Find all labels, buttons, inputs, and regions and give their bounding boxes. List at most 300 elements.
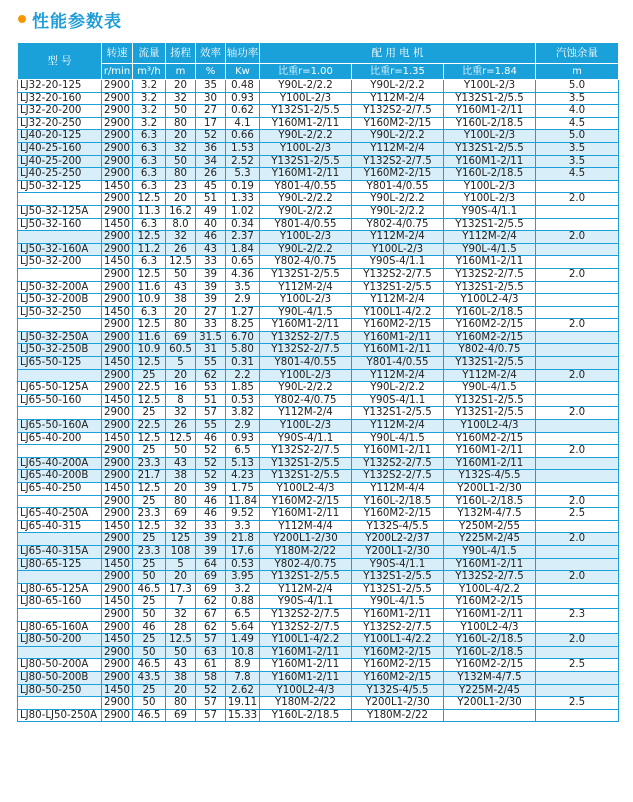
cell-speed: 2900 [102,495,133,508]
cell-m2: Y160M1-2/11 [352,608,444,621]
cell-m2: Y90L-2/2.2 [352,193,444,206]
table-row [18,80,619,93]
title-bar [18,6,122,32]
table-row [18,671,619,684]
cell-m1: Y132S1-2/5.5 [260,470,352,483]
cell-m2: Y132S1-2/5.5 [352,571,444,584]
cell-model: LJ32-20-200 [18,105,102,118]
cell-head: 26 [166,420,196,433]
cell-speed: 1450 [102,596,133,609]
header-flow: 流量 [133,43,166,64]
cell-flow: 25 [133,533,166,546]
table-row [18,130,619,143]
cell-speed: 2900 [102,445,133,458]
cell-m2: Y132S2-2/7.5 [352,470,444,483]
table-row [18,281,619,294]
cell-m3: Y100L-2/3 [444,193,536,206]
cell-eff: 55 [196,420,226,433]
cell-head: 80 [166,168,196,181]
cell-speed: 1450 [102,306,133,319]
cell-speed: 2900 [102,369,133,382]
cell-model: LJ50-32-200B [18,294,102,307]
cell-npsh: 2.0 [536,231,619,244]
table-row [18,520,619,533]
cell-m2: Y802-4/0.75 [352,218,444,231]
cell-m3 [444,709,536,722]
cell-m1: Y100L2-4/3 [260,684,352,697]
cell-m1: Y801-4/0.55 [260,180,352,193]
cell-head: 12.5 [166,634,196,647]
cell-m1: Y160L-2/18.5 [260,709,352,722]
table-row [18,294,619,307]
cell-eff: 61 [196,659,226,672]
cell-npsh: 2.0 [536,407,619,420]
cell-m2: Y112M-2/4 [352,231,444,244]
table-row [18,180,619,193]
cell-power: 7.8 [226,671,260,684]
cell-model: LJ50-32-250 [18,306,102,319]
cell-power: 3.5 [226,281,260,294]
cell-head: 32 [166,407,196,420]
cell-eff: 33 [196,319,226,332]
cell-power: 5.13 [226,457,260,470]
cell-m2: Y90L-4/1.5 [352,596,444,609]
cell-eff: 30 [196,92,226,105]
cell-flow: 11.2 [133,243,166,256]
cell-power: 0.53 [226,558,260,571]
cell-m3: Y132S1-2/5.5 [444,92,536,105]
table-row [18,646,619,659]
cell-power: 6.5 [226,445,260,458]
cell-eff: 27 [196,306,226,319]
cell-power: 0.93 [226,92,260,105]
cell-flow: 12.5 [133,193,166,206]
cell-flow: 25 [133,445,166,458]
cell-model: LJ80-LJ50-250A [18,709,102,722]
cell-m3: Y100L2-4/3 [444,294,536,307]
cell-npsh [536,621,619,634]
cell-npsh [536,382,619,395]
cell-head: 20 [166,80,196,93]
cell-model [18,268,102,281]
cell-eff: 39 [196,281,226,294]
cell-m3: Y132S2-2/7.5 [444,268,536,281]
cell-speed: 2900 [102,243,133,256]
cell-head: 5 [166,558,196,571]
cell-head: 7 [166,596,196,609]
cell-npsh [536,646,619,659]
cell-power: 17.6 [226,545,260,558]
cell-m1: Y100L-2/3 [260,369,352,382]
table-row [18,256,619,269]
table-row [18,155,619,168]
cell-power: 0.34 [226,218,260,231]
cell-head: 69 [166,709,196,722]
cell-eff: 46 [196,432,226,445]
cell-m3: Y160M1-2/11 [444,558,536,571]
cell-head: 80 [166,319,196,332]
cell-head: 28 [166,621,196,634]
cell-m2: Y160M2-2/15 [352,646,444,659]
cell-speed: 1450 [102,483,133,496]
cell-power: 3.3 [226,520,260,533]
cell-flow: 3.2 [133,92,166,105]
cell-model [18,571,102,584]
cell-m1: Y160M1-2/11 [260,117,352,130]
cell-m2: Y160M1-2/11 [352,445,444,458]
cell-eff: 33 [196,256,226,269]
cell-m2: Y132S-4/5.5 [352,520,444,533]
cell-eff: 34 [196,155,226,168]
cell-speed: 2900 [102,331,133,344]
cell-npsh [536,394,619,407]
unit-npsh: m [536,64,619,80]
cell-head: 125 [166,533,196,546]
cell-eff: 57 [196,634,226,647]
table-row [18,596,619,609]
cell-m1: Y132S1-2/5.5 [260,105,352,118]
cell-m3: Y160M2-2/15 [444,596,536,609]
cell-m2: Y100L1-4/2.2 [352,306,444,319]
cell-m3: Y132S1-2/5.5 [444,218,536,231]
cell-model: LJ80-50-200 [18,634,102,647]
cell-head: 38 [166,294,196,307]
cell-m1: Y801-4/0.55 [260,357,352,370]
cell-m2: Y160M2-2/15 [352,168,444,181]
cell-head: 38 [166,671,196,684]
cell-m1: Y132S1-2/5.5 [260,457,352,470]
cell-m2: Y112M-2/4 [352,420,444,433]
cell-npsh [536,218,619,231]
cell-power: 8.9 [226,659,260,672]
cell-m3: Y200L1-2/30 [444,483,536,496]
cell-m1: Y90L-2/2.2 [260,130,352,143]
cell-m2: Y90L-2/2.2 [352,130,444,143]
cell-m3: Y132S1-2/5.5 [444,142,536,155]
cell-speed: 2900 [102,319,133,332]
cell-m1: Y132S1-2/5.5 [260,268,352,281]
table-row [18,117,619,130]
cell-model [18,231,102,244]
cell-flow: 11.3 [133,205,166,218]
table-row [18,697,619,710]
cell-model: LJ40-25-250 [18,168,102,181]
cell-flow: 12.5 [133,483,166,496]
cell-m3: Y160M1-2/11 [444,155,536,168]
performance-table [17,42,619,722]
cell-m1: Y160M1-2/11 [260,646,352,659]
cell-flow: 50 [133,608,166,621]
cell-model: LJ40-25-160 [18,142,102,155]
cell-m1: Y112M-2/4 [260,407,352,420]
cell-eff: 46 [196,231,226,244]
cell-npsh [536,520,619,533]
cell-m1: Y100L-2/3 [260,294,352,307]
cell-m1: Y100L-2/3 [260,92,352,105]
cell-flow: 46 [133,621,166,634]
cell-m1: Y160M1-2/11 [260,508,352,521]
page-title: 性能参数表 [32,11,122,32]
cell-power: 3.2 [226,583,260,596]
cell-m3: Y100L-2/3 [444,130,536,143]
cell-m2: Y200L1-2/30 [352,545,444,558]
cell-npsh: 3.5 [536,155,619,168]
cell-model: LJ32-20-250 [18,117,102,130]
table-row [18,684,619,697]
cell-m1: Y160M1-2/11 [260,659,352,672]
cell-speed: 2900 [102,105,133,118]
cell-model: LJ80-65-160A [18,621,102,634]
cell-head: 16.2 [166,205,196,218]
cell-eff: 49 [196,205,226,218]
cell-flow: 21.7 [133,470,166,483]
cell-npsh [536,432,619,445]
cell-power: 1.84 [226,243,260,256]
cell-power: 0.65 [226,256,260,269]
cell-model: LJ50-32-125A [18,205,102,218]
cell-power: 19.11 [226,697,260,710]
table-row [18,533,619,546]
cell-npsh: 2.5 [536,659,619,672]
cell-head: 20 [166,193,196,206]
cell-m3: Y132S1-2/5.5 [444,281,536,294]
cell-m3: Y132M-4/7.5 [444,508,536,521]
header-eff: 效率 [196,43,226,64]
cell-model: LJ32-20-160 [18,92,102,105]
table-row [18,344,619,357]
cell-power: 2.62 [226,684,260,697]
cell-eff: 40 [196,218,226,231]
cell-head: 108 [166,545,196,558]
cell-speed: 1450 [102,432,133,445]
cell-head: 26 [166,243,196,256]
cell-power: 4.23 [226,470,260,483]
header-power: 轴功率 [226,43,260,64]
table-row [18,193,619,206]
cell-speed: 2900 [102,533,133,546]
cell-npsh: 4.5 [536,168,619,181]
cell-power: 5.3 [226,168,260,181]
cell-eff: 57 [196,697,226,710]
cell-eff: 51 [196,193,226,206]
cell-m2: Y160M2-2/15 [352,319,444,332]
cell-model [18,533,102,546]
cell-npsh [536,256,619,269]
cell-eff: 17 [196,117,226,130]
cell-npsh: 2.0 [536,445,619,458]
cell-model: LJ50-32-160A [18,243,102,256]
table-row [18,331,619,344]
cell-power: 1.53 [226,142,260,155]
cell-power: 1.85 [226,382,260,395]
cell-speed: 2900 [102,608,133,621]
cell-power: 0.66 [226,130,260,143]
cell-m1: Y180M-2/22 [260,545,352,558]
cell-m2: Y160M2-2/15 [352,659,444,672]
table-row [18,545,619,558]
cell-head: 43 [166,457,196,470]
cell-m2: Y160L-2/18.5 [352,495,444,508]
cell-flow: 3.2 [133,105,166,118]
cell-speed: 2900 [102,80,133,93]
cell-m1: Y90S-4/1.1 [260,432,352,445]
cell-eff: 39 [196,483,226,496]
cell-eff: 57 [196,407,226,420]
cell-m3: Y160M1-2/11 [444,457,536,470]
cell-eff: 69 [196,571,226,584]
table-row [18,142,619,155]
cell-power: 4.1 [226,117,260,130]
cell-power: 1.75 [226,483,260,496]
cell-flow: 25 [133,558,166,571]
cell-model: LJ50-32-125 [18,180,102,193]
cell-speed: 1450 [102,558,133,571]
cell-m3: Y90L-4/1.5 [444,545,536,558]
cell-speed: 2900 [102,268,133,281]
cell-npsh: 2.0 [536,193,619,206]
cell-flow: 12.5 [133,394,166,407]
cell-npsh: 4.5 [536,117,619,130]
cell-flow: 6.3 [133,168,166,181]
cell-model: LJ80-50-200B [18,671,102,684]
cell-m1: Y160M1-2/11 [260,319,352,332]
unit-eff: % [196,64,226,80]
cell-eff: 27 [196,105,226,118]
cell-head: 32 [166,231,196,244]
cell-m3: Y160M1-2/11 [444,256,536,269]
cell-npsh [536,545,619,558]
table-row [18,168,619,181]
cell-power: 0.31 [226,357,260,370]
cell-power: 21.8 [226,533,260,546]
table-row [18,583,619,596]
table-row [18,495,619,508]
cell-flow: 12.5 [133,357,166,370]
cell-head: 8 [166,394,196,407]
cell-speed: 2900 [102,92,133,105]
cell-m3: Y100L-4/2.2 [444,583,536,596]
cell-flow: 23.3 [133,545,166,558]
cell-m2: Y200L2-2/37 [352,533,444,546]
table-row [18,457,619,470]
cell-head: 50 [166,268,196,281]
cell-model [18,319,102,332]
cell-head: 12.5 [166,256,196,269]
table-row [18,407,619,420]
cell-speed: 2900 [102,168,133,181]
cell-model [18,193,102,206]
cell-eff: 53 [196,382,226,395]
unit-power: Kw [226,64,260,80]
cell-m2: Y180M-2/22 [352,709,444,722]
cell-speed: 2900 [102,142,133,155]
cell-m2: Y132S2-2/7.5 [352,268,444,281]
cell-eff: 46 [196,508,226,521]
cell-speed: 2900 [102,193,133,206]
cell-head: 69 [166,331,196,344]
cell-power: 6.5 [226,608,260,621]
cell-m3: Y90S-4/1.1 [444,205,536,218]
cell-power: 9.52 [226,508,260,521]
cell-m1: Y100L-2/3 [260,142,352,155]
cell-m3: Y160M1-2/11 [444,445,536,458]
cell-flow: 6.3 [133,155,166,168]
table-row [18,483,619,496]
cell-head: 43 [166,281,196,294]
cell-eff: 62 [196,621,226,634]
cell-speed: 2900 [102,117,133,130]
cell-head: 5 [166,357,196,370]
cell-model: LJ40-20-125 [18,130,102,143]
cell-speed: 1450 [102,218,133,231]
cell-npsh [536,709,619,722]
cell-m2: Y90L-4/1.5 [352,432,444,445]
cell-flow: 12.5 [133,432,166,445]
cell-m1: Y90L-2/2.2 [260,205,352,218]
cell-npsh [536,457,619,470]
cell-m1: Y132S2-2/7.5 [260,608,352,621]
table-row [18,659,619,672]
cell-m1: Y132S2-2/7.5 [260,445,352,458]
cell-speed: 2900 [102,697,133,710]
cell-eff: 45 [196,180,226,193]
cell-model: LJ80-50-250 [18,684,102,697]
cell-flow: 50 [133,571,166,584]
cell-speed: 2900 [102,508,133,521]
cell-flow: 12.5 [133,231,166,244]
cell-model: LJ65-40-200B [18,470,102,483]
cell-model [18,646,102,659]
cell-flow: 10.9 [133,294,166,307]
cell-eff: 63 [196,646,226,659]
cell-npsh [536,243,619,256]
cell-flow: 3.2 [133,117,166,130]
cell-m3: Y160L-2/18.5 [444,634,536,647]
cell-m1: Y802-4/0.75 [260,256,352,269]
cell-m3: Y132S1-2/5.5 [444,394,536,407]
cell-speed: 1450 [102,634,133,647]
cell-speed: 2900 [102,583,133,596]
cell-eff: 31 [196,344,226,357]
cell-head: 16 [166,382,196,395]
cell-power: 1.33 [226,193,260,206]
cell-npsh [536,684,619,697]
cell-power: 8.25 [226,319,260,332]
cell-m2: Y160M2-2/15 [352,508,444,521]
cell-eff: 69 [196,583,226,596]
cell-eff: 46 [196,495,226,508]
cell-m2: Y200L1-2/30 [352,697,444,710]
table-row [18,571,619,584]
cell-m1: Y112M-4/4 [260,520,352,533]
cell-flow: 25 [133,369,166,382]
cell-flow: 6.3 [133,130,166,143]
cell-flow: 12.5 [133,268,166,281]
cell-power: 10.8 [226,646,260,659]
cell-model: LJ50-32-160 [18,218,102,231]
cell-model: LJ65-40-250A [18,508,102,521]
cell-m3: Y160L-2/18.5 [444,306,536,319]
header-npsh: 汽蚀余量 [536,43,619,64]
header-head: 扬程 [166,43,196,64]
cell-m2: Y132S-4/5.5 [352,684,444,697]
cell-m1: Y160M1-2/11 [260,168,352,181]
cell-power: 0.19 [226,180,260,193]
cell-model: LJ80-65-125 [18,558,102,571]
cell-m1: Y90L-4/1.5 [260,306,352,319]
cell-npsh [536,596,619,609]
cell-m3: Y100L-2/3 [444,80,536,93]
